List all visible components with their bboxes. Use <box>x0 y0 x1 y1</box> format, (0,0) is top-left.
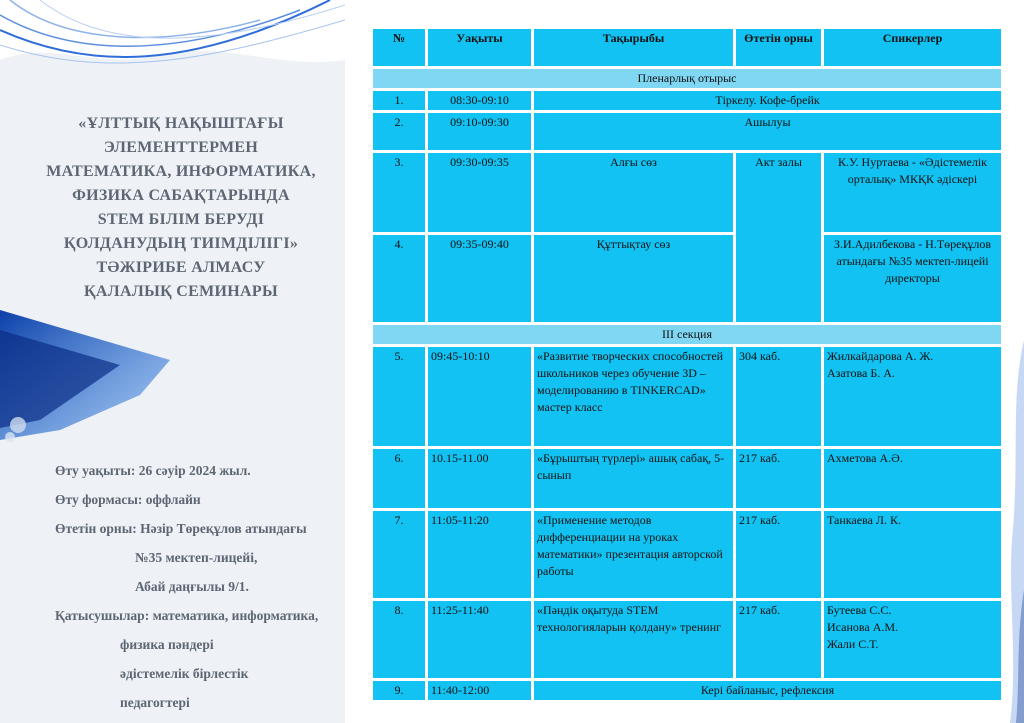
row-merged: Кері байланыс, рефлексия <box>533 680 1003 702</box>
table-row <box>372 234 1003 324</box>
seminar-title: «ҰЛТТЫҚ НАҚЫШТАҒЫ ЭЛЕМЕНТТЕРМЕН МАТЕМАТИКА, ИНФОРМАТИКА, ФИЗИКА САБАҚТАРЫНДА STEM БІЛІМ БЕРУДІ ҚОЛДАНУДЫҢ ТИІМДІЛІГІ» ТӘЖІРИБЕ АЛМАСУ ҚАЛАЛЫҚ СЕМИНАРЫ <box>46 115 316 300</box>
row-number: 6. <box>372 448 427 510</box>
row-place: 304 каб. <box>735 346 823 448</box>
section-label: Пленарлық отырыс <box>372 68 1003 90</box>
section-label: III секция <box>372 324 1003 346</box>
row-time: 09:10-09:30 <box>427 112 533 152</box>
row-topic: «Бұрыштың түрлері» ашық сабақ, 5-сынып <box>533 448 735 510</box>
table-row <box>372 90 1003 112</box>
table-row <box>372 448 1003 510</box>
table-row <box>372 112 1003 152</box>
row-merged: Ашылуы <box>533 112 1003 152</box>
row-speakers: Танкаева Л. К. <box>823 510 1003 600</box>
row-time: 09:35-09:40 <box>427 234 533 324</box>
table-row <box>372 680 1003 702</box>
row-number: 4. <box>372 234 427 324</box>
info-format: Өту формасы: оффлайн <box>55 492 201 507</box>
info-participants-line-3: әдістемелік бірлестік <box>120 666 249 681</box>
row-number: 8. <box>372 600 427 680</box>
table-header-row <box>372 28 1003 68</box>
row-topic: Құттықтау сөз <box>533 234 735 324</box>
row-topic: Алғы сөз <box>533 152 735 234</box>
table-row <box>372 510 1003 600</box>
row-topic: «Применение методов дифференциации на уроках математики» презентация авторской работы <box>533 510 735 600</box>
row-number: 5. <box>372 346 427 448</box>
table-row <box>372 152 1003 234</box>
info-participants-line-2: физика пәндері <box>120 637 214 652</box>
left-panel <box>0 0 345 723</box>
row-speakers: Ахметова А.Ә. <box>823 448 1003 510</box>
row-number: 9. <box>372 680 427 702</box>
table-row <box>372 346 1003 448</box>
row-number: 1. <box>372 90 427 112</box>
info-time: Өту уақыты: 26 сәуір 2024 жыл. <box>55 463 251 478</box>
row-time: 09:30-09:35 <box>427 152 533 234</box>
info-participants-line-1: Қатысушылар: математика, информатика, <box>55 608 319 623</box>
row-merged: Тіркелу. Кофе-брейк <box>533 90 1003 112</box>
seminar-info <box>55 456 345 717</box>
row-topic: «Пәндік оқытуда STEM технологияларын қолдану» тренинг <box>533 600 735 680</box>
header-speakers: Спикерлер <box>823 28 1003 68</box>
row-time: 08:30-09:10 <box>427 90 533 112</box>
header-topic: Тақырыбы <box>533 28 735 68</box>
row-time: 11:40-12:00 <box>427 680 533 702</box>
row-time: 09:45-10:10 <box>427 346 533 448</box>
info-place-line-2: №35 мектеп-лицейі, <box>135 550 258 565</box>
row-time: 11:25-11:40 <box>427 600 533 680</box>
row-number: 3. <box>372 152 427 234</box>
header-place: Өтетін орны <box>735 28 823 68</box>
row-number: 7. <box>372 510 427 600</box>
row-speakers: Жилкайдарова А. Ж. Азатова Б. А. <box>823 346 1003 448</box>
row-number: 2. <box>372 112 427 152</box>
row-place: Акт залы <box>735 152 823 324</box>
header-number: № <box>372 28 427 68</box>
header-time: Уақыты <box>427 28 533 68</box>
row-place: 217 каб. <box>735 510 823 600</box>
row-speakers: К.У. Нуртаева - «Әдістемелік орталық» МКҚК әдіскері <box>823 152 1003 234</box>
row-topic: «Развитие творческих способностей школьников через обучение 3D – моделированию в TINKERCAD» мастер класс <box>533 346 735 448</box>
row-place: 217 каб. <box>735 448 823 510</box>
table-row <box>372 600 1003 680</box>
row-time: 11:05-11:20 <box>427 510 533 600</box>
row-time: 10.15-11.00 <box>427 448 533 510</box>
info-place-line-1: Өтетін орны: Нәзір Төреқұлов атындағы <box>55 521 307 536</box>
info-place-line-3: Абай даңғылы 9/1. <box>135 579 249 594</box>
schedule-table <box>370 26 1004 703</box>
info-participants-line-4: педагогтері <box>120 695 190 710</box>
section-row-three <box>372 324 1003 346</box>
section-row-plenary <box>372 68 1003 90</box>
row-place: 217 каб. <box>735 600 823 680</box>
row-speakers: Бутеева С.С. Исанова А.М. Жали С.Т. <box>823 600 1003 680</box>
row-speakers: З.И.Адилбекова - Н.Төреқұлов атындағы №35 мектеп-лицейі директоры <box>823 234 1003 324</box>
